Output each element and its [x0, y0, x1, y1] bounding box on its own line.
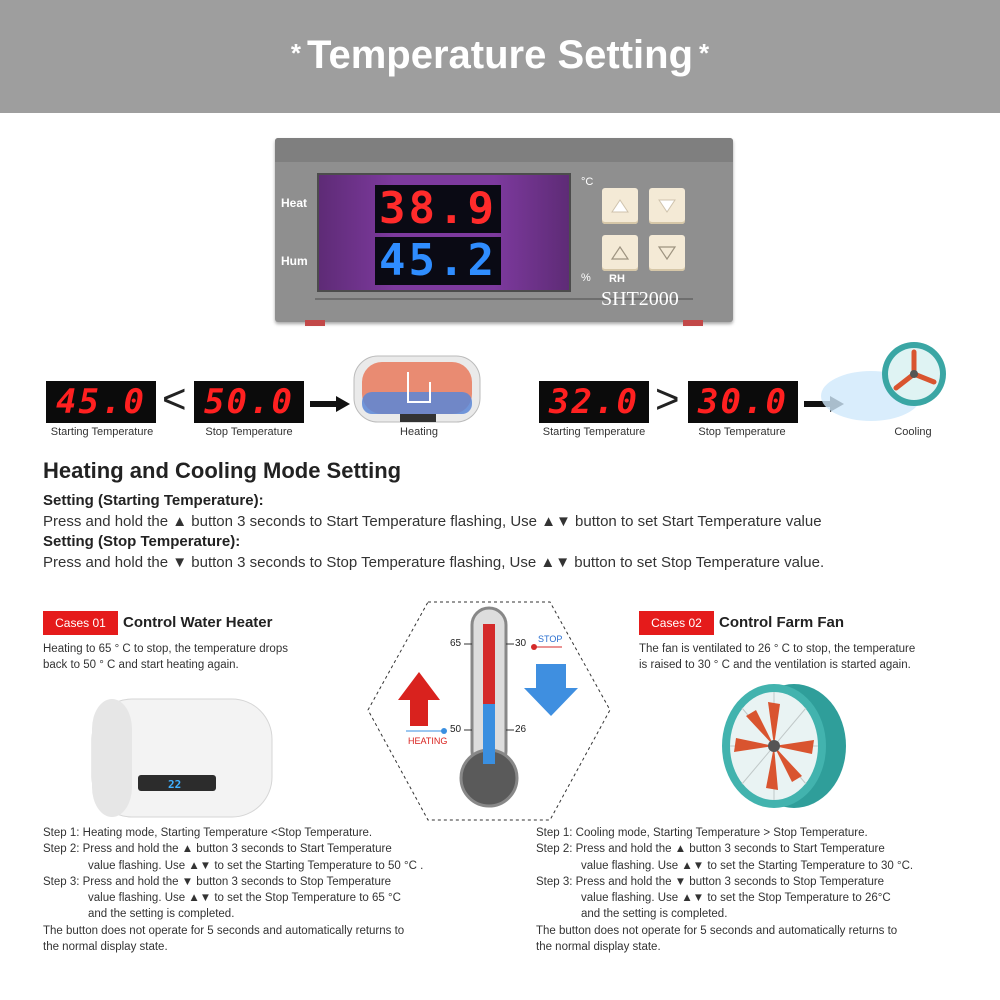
- stop-label: STOP: [538, 634, 563, 644]
- step-line: value flashing. Use ▲▼ to set the Stop Temperature to 65 °C: [88, 892, 401, 905]
- triangle-down-icon: [657, 196, 677, 216]
- stop-setting-text: Press and hold the ▼ button 3 seconds to Stop Temperature flashing, Use ▲▼ button to set Stop Temperature value.: [43, 554, 825, 571]
- step-line: the normal display state.: [536, 941, 661, 954]
- arrow-right-icon: [310, 396, 350, 412]
- model-name: SHT2000: [601, 288, 679, 310]
- case-02-badge: Cases 02: [639, 611, 714, 635]
- case-01-title: Control Water Heater: [123, 614, 273, 631]
- step-line: Step 2: Press and hold the ▲ button 3 seconds to Start Temperature: [43, 843, 392, 856]
- less-than-sign: <: [162, 375, 187, 422]
- cooling-fan-icon: [816, 336, 956, 426]
- tick-label-50: 50: [450, 724, 462, 735]
- heater-display-readout: 22: [168, 778, 182, 791]
- triangle-down-outline-icon: [657, 243, 677, 263]
- tick-label-26: 26: [515, 724, 527, 735]
- hum-label: Hum: [281, 254, 308, 268]
- case-02-description: [639, 641, 915, 673]
- case-02-desc-line: is raised to 30 ° C and the ventilation is started again.: [639, 659, 911, 671]
- step-line: Step 1: Heating mode, Starting Temperature <Stop Temperature.: [43, 827, 373, 839]
- step-line: Step 1: Cooling mode, Starting Temperature > Stop Temperature.: [536, 827, 868, 839]
- case-01-badge: Cases 01: [43, 611, 118, 635]
- star-icon: *: [699, 38, 710, 68]
- up-button[interactable]: [602, 188, 638, 224]
- lcd-screen: [317, 173, 571, 292]
- cooling-caption: Cooling: [894, 426, 932, 438]
- case-02-desc-line: The fan is ventilated to 26 ° C to stop, the temperature: [639, 643, 916, 655]
- rh-label: RH: [609, 273, 625, 285]
- cooling-stop-display: 30.0: [688, 381, 798, 423]
- water-heater-image: [90, 697, 275, 822]
- heating-start-display: 45.0: [46, 381, 156, 423]
- case-01-desc-line: back to 50 ° C and start heating again.: [43, 659, 239, 671]
- case-01-description: [43, 641, 288, 673]
- heating-label: HEATING: [408, 736, 448, 746]
- thermometer-diagram: [366, 600, 612, 822]
- cooling-start-caption: Starting Temperature: [542, 426, 646, 438]
- thermostat-controller: [275, 138, 733, 322]
- cooling-stop-caption: Stop Temperature: [698, 426, 786, 438]
- farm-fan-image: [716, 682, 848, 810]
- mode-setting-title: Heating and Cooling Mode Setting: [43, 458, 402, 483]
- step-line: Step 3: Press and hold the ▼ button 3 seconds to Stop Temperature: [536, 875, 885, 888]
- case-02-title: Control Farm Fan: [719, 614, 845, 631]
- celsius-unit: °C: [581, 176, 594, 188]
- step-line: Step 2: Press and hold the ▲ button 3 seconds to Start Temperature: [536, 843, 885, 856]
- greater-than-sign: >: [655, 375, 680, 422]
- humidity-reading: 45.2: [375, 237, 501, 285]
- heating-start-caption: Starting Temperature: [50, 426, 154, 438]
- case-01-desc-line: Heating to 65 ° C to stop, the temperature drops: [43, 643, 288, 655]
- heating-stop-display: 50.0: [194, 381, 304, 423]
- star-icon: *: [290, 38, 301, 68]
- case-01-steps: [43, 825, 483, 955]
- case-02-steps: [536, 825, 976, 955]
- heat-label: Heat: [281, 196, 308, 210]
- heating-stop-caption: Stop Temperature: [205, 426, 293, 438]
- step-line: and the setting is completed.: [88, 908, 235, 921]
- controller-foot: [305, 320, 325, 326]
- heating-caption: Heating: [400, 426, 438, 438]
- step-line: value flashing. Use ▲▼ to set the Starting Temperature to 50 °C .: [88, 859, 424, 872]
- triangle-up-icon: [610, 196, 630, 216]
- step-line: value flashing. Use ▲▼ to set the Stop Temperature to 26°C: [581, 892, 891, 905]
- tick-label-65: 65: [450, 638, 462, 649]
- header-banner: [0, 0, 1000, 113]
- stop-setting-heading: Setting (Stop Temperature):: [43, 533, 241, 550]
- controller-top-bevel: [275, 138, 733, 162]
- rh-up-button[interactable]: [602, 235, 638, 271]
- rh-down-button[interactable]: [649, 235, 685, 271]
- page-title: [0, 33, 1000, 78]
- page-title-text: Temperature Setting: [307, 33, 693, 77]
- triangle-up-outline-icon: [610, 243, 630, 263]
- step-line: and the setting is completed.: [581, 908, 728, 921]
- step-line: the normal display state.: [43, 941, 168, 954]
- start-setting-heading: Setting (Starting Temperature):: [43, 492, 264, 509]
- step-line: The button does not operate for 5 seconds and automatically returns to: [43, 924, 405, 937]
- water-heater-icon: [350, 352, 485, 427]
- tick-label-30: 30: [515, 638, 527, 649]
- percent-unit: %: [581, 272, 591, 284]
- step-line: Step 3: Press and hold the ▼ button 3 seconds to Stop Temperature: [43, 875, 392, 888]
- down-button[interactable]: [649, 188, 685, 224]
- cooling-start-display: 32.0: [539, 381, 649, 423]
- step-line: The button does not operate for 5 seconds and automatically returns to: [536, 924, 898, 937]
- start-setting-text: Press and hold the ▲ button 3 seconds to Start Temperature flashing, Use ▲▼ button to set Start Temperature value: [43, 513, 822, 530]
- temperature-reading: 38.9: [375, 185, 501, 233]
- step-line: value flashing. Use ▲▼ to set the Starting Temperature to 30 °C.: [581, 859, 914, 872]
- controller-foot: [683, 320, 703, 326]
